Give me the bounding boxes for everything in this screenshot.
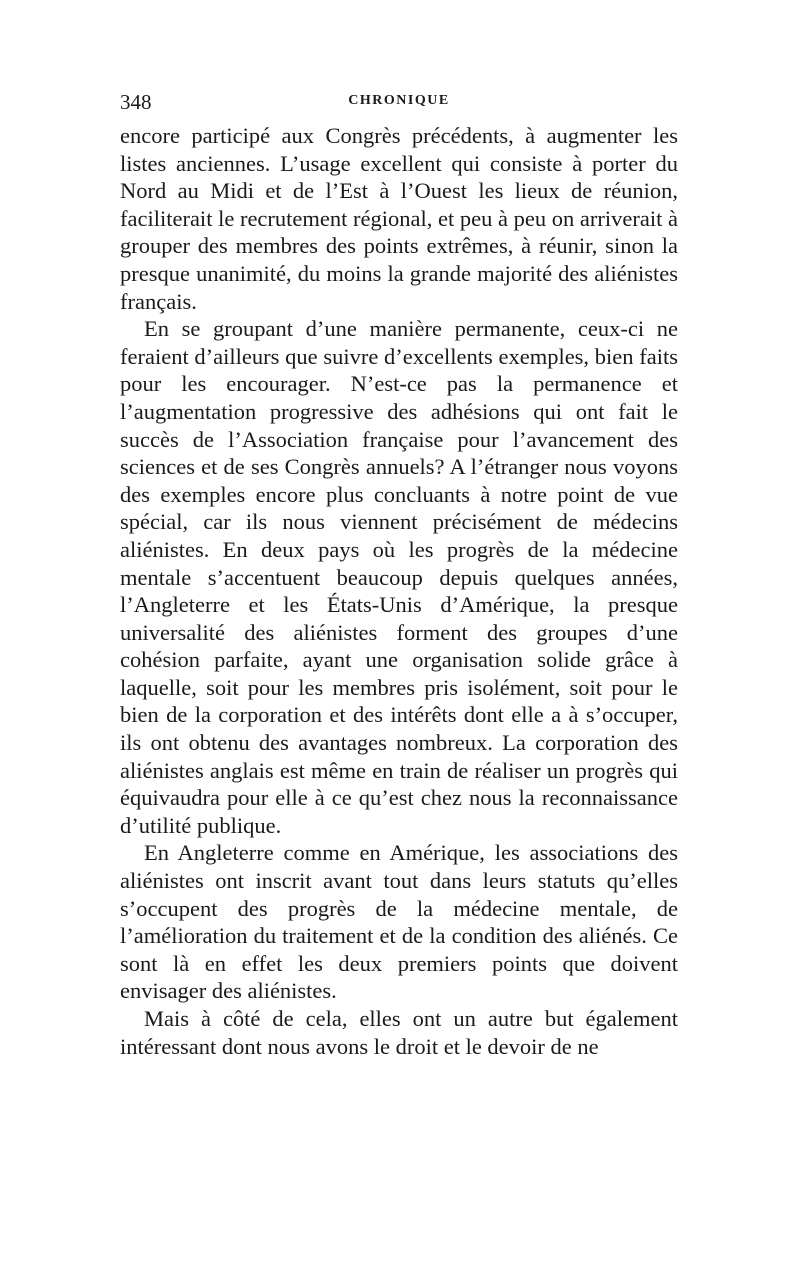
page-number: 348 <box>120 90 152 114</box>
paragraph-continuation: encore participé aux Congrès précédents, à augmenter les listes anciennes. L’usage excellent qui consiste à porter du Nord au Midi et de l’Est à l’Ouest les lieux de réunion, faciliterait le recrutement régional, et peu à peu on arriverait à grouper des membres des points extrêmes, à réunir, sinon la presque unanimité, du moins la grande majorité des aliénistes français. <box>120 123 678 314</box>
body-text <box>120 122 678 1060</box>
paragraph: En Angleterre comme en Amérique, les associations des aliénistes ont inscrit avant tout dans leurs statuts qu’elles s’occupent des progrès de la médecine mentale, de l’amélioration du traitement et de la condition des aliénés. Ce sont là en effet les deux premiers points que doivent envisager des aliénistes. <box>120 840 678 1004</box>
page-header <box>120 90 678 118</box>
paragraph: Mais à côté de cela, elles ont un autre but également intéressant dont nous avons le droit et le devoir de ne <box>120 1006 678 1059</box>
running-title: CHRONIQUE <box>348 93 450 108</box>
paragraph: En se groupant d’une manière permanente, ceux-ci ne feraient d’ailleurs que suivre d’excellents exemples, bien faits pour les encourager. N’est-ce pas la permanence et l’augmentation progressive des adhésions qui ont fait le succès de l’Association française pour l’avancement des sciences et de ses Congrès annuels? A l’étranger nous voyons des exemples encore plus concluants à notre point de vue spécial, car ils nous viennent précisément de médecins aliénistes. En deux pays où les progrès de la médecine mentale s’accentuent beaucoup depuis quelques années, l’Angleterre et les États-Unis d’Amérique, la presque universalité des aliénistes forment des groupes d’une cohésion parfaite, ayant une organisation solide grâce à laquelle, soit pour les membres pris isolément, soit pour le bien de la corporation et des intérêts dont elle a à s’occuper, ils ont obtenu des avantages nombreux. La corporation des aliénistes anglais est même en train de réaliser un progrès qui équivaudra pour elle à ce qu’est chez nous la reconnaissance d’utilité publique. <box>120 316 678 838</box>
